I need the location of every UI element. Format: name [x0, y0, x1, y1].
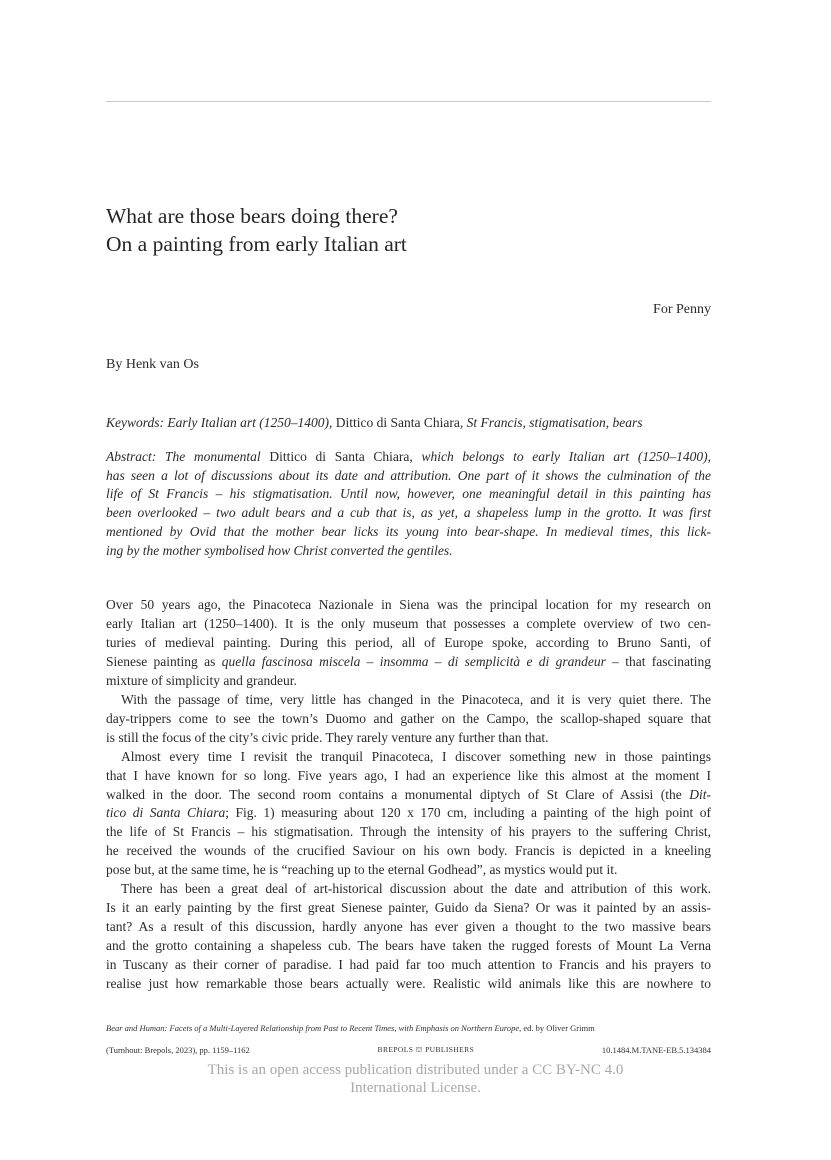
book-title: Bear and Human: Facets of a Multi-Layered Relationship from Past to Recent Times, with Emphasis on Northern Europe — [106, 1023, 520, 1033]
keyword-term: Dittico di Santa Chiara — [335, 415, 460, 430]
body-line — [106, 653, 711, 672]
keywords-label: Keywords: Early Italian art (1250–1400), — [106, 415, 333, 430]
body-line: turies of medieval painting. During this period, all of Europe spoke, according to Bruno Santi, of — [106, 634, 711, 650]
license-watermark — [0, 1061, 831, 1097]
body-line: in Tuscany as their corner of paradise. I had paid far too much attention to Francis and his prayers to — [106, 957, 711, 973]
doi: 10.1484.M.TANE-EB.5.134384 — [601, 1045, 711, 1055]
publisher-logo: BREPOLS ⛫ PUBLISHERS — [377, 1045, 475, 1054]
body-line — [106, 786, 711, 805]
body-text-span: Sienese painting as — [106, 653, 216, 669]
body-line: pose but, at the same time, he is “reaching up to the eternal Godhead”, as mystics would put it. — [106, 862, 618, 878]
body-line: There has been a great deal of art-historical discussion about the date and attribution of this work. — [121, 881, 711, 897]
abstract-text: , which belongs to early Italian art (1250–1400), — [409, 449, 711, 464]
body-line: Is it an early painting by the first great Sienese painter, Guido da Siena? Or was it painted by an assis- — [106, 900, 711, 916]
body-line: Over 50 years ago, the Pinacoteca Nazionale in Siena was the principal location for my research on — [106, 597, 711, 612]
body-italic-span: tico di Santa Chiara — [106, 805, 226, 821]
body-line — [106, 804, 711, 823]
body-text — [106, 596, 711, 994]
header-rule — [106, 101, 711, 102]
abstract-line: ing by the mother symbolised how Christ converted the gentiles. — [106, 542, 453, 558]
license-line-2: International License. — [350, 1080, 481, 1096]
body-line: that I have known for so long. Five years ago, I had an experience like this almost at the moment I — [106, 767, 711, 783]
article-title — [106, 202, 711, 258]
abstract-line: mentioned by Ovid that the mother bear licks its young into bear-shape. In medieval times, this lick- — [106, 523, 711, 539]
body-text-span: ; Fig. 1) measuring about 120 x 170 cm, including a painting of the high point of — [225, 805, 711, 821]
title-line-2: On a painting from early Italian art — [106, 232, 407, 256]
abstract-line: been overlooked – two adult bears and a cub that is, as yet, a shapeless lump in the grotto. It was first — [106, 505, 711, 521]
abstract-term: Dittico di Santa Chiara — [269, 449, 410, 464]
abstract-line — [106, 448, 711, 467]
body-line: day-trippers come to see the town’s Duomo and gather on the Campo, the scallop-shaped square that — [106, 710, 711, 726]
body-line: realise just how remarkable those bears actually were. Realistic wild animals like this are nowhere to — [106, 976, 711, 992]
abstract — [106, 448, 711, 560]
book-editor: , ed. by Oliver Grimm — [519, 1023, 595, 1033]
abstract-text: Abstract: The monumental — [106, 449, 261, 464]
body-line: With the passage of time, very little has changed in the Pinacoteca, and it is very quiet there. The — [121, 691, 711, 707]
body-text-span: walked in the door. The second room contains a monumental diptych of St Clare of Assisi (the — [106, 786, 682, 802]
license-line-1: This is an open access publication distributed under a CC BY-NC 4.0 — [207, 1062, 624, 1078]
footer-publication-info — [106, 1045, 711, 1055]
abstract-line: life of St Francis – his stigmatisation. Until now, however, one meaningful detail in this painting has — [106, 486, 711, 502]
abstract-line: has seen a lot of discussions about its date and attribution. One part of it shows the culmination of the — [106, 467, 711, 483]
footer-citation — [106, 1023, 711, 1033]
body-italic-span: quella fascinosa miscela – insomma – di semplicità e di grandeur — [221, 653, 606, 669]
dedication: For Penny — [653, 302, 711, 317]
title-line-1: What are those bears doing there? — [106, 204, 398, 228]
body-line: he received the wounds of the crucified Saviour on his own body. Francis is depicted in a kneeling — [106, 843, 711, 859]
publisher-info: (Turnhout: Brepols, 2023), pp. 1159–1162 — [106, 1045, 250, 1055]
keywords-rest: , St Francis, stigmatisation, bears — [459, 415, 643, 430]
body-line: mixture of simplicity and grandeur. — [106, 672, 297, 688]
body-line: and the grotto containing a shapeless cub. The bears have taken the rugged forests of Mount La Verna — [106, 938, 711, 954]
body-line: Almost every time I revisit the tranquil Pinacoteca, I discover something new in those paintings — [121, 748, 711, 764]
body-line: early Italian art (1250–1400). It is the only museum that possesses a complete overview of two cen- — [106, 615, 711, 631]
body-line: is still the focus of the city’s civic pride. They rarely venture any further than that. — [106, 729, 549, 745]
body-text-span: – that fascinating — [605, 653, 712, 669]
body-line: the life of St Francis – his stigmatisation. Through the intensity of his prayers to the suffering Christ, — [106, 824, 711, 840]
author-byline: By Henk van Os — [106, 357, 199, 372]
keywords — [106, 413, 711, 433]
body-line: tant? As a result of this discussion, hardly anyone has ever given a thought to the two massive bears — [106, 919, 711, 935]
body-italic-span: Dit- — [689, 786, 711, 802]
